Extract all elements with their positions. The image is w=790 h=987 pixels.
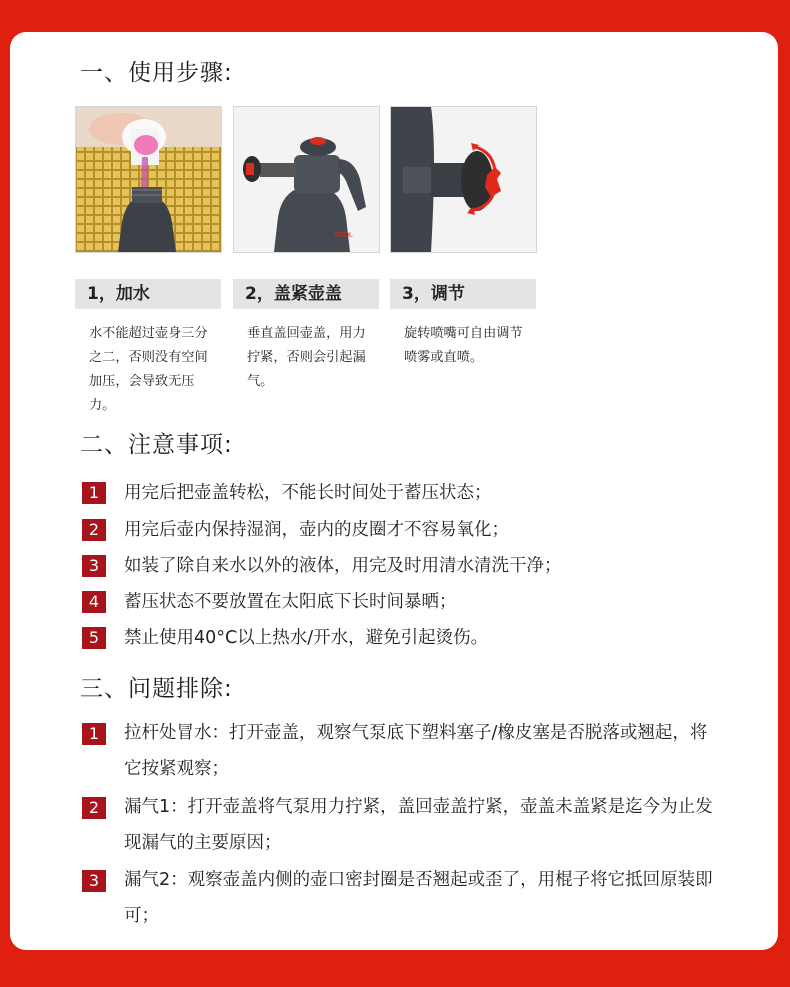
note-item: 蓄压状态不要放置在太阳底下长时间暴晒； [124, 592, 457, 612]
step-3-photo [390, 106, 537, 253]
step-1-photo [75, 106, 222, 253]
step-2-photo [233, 106, 380, 253]
svg-text:TOOL: TOOL [334, 232, 353, 239]
note-number-badge: 3 [82, 555, 106, 577]
trouble-item: 漏气2：观察壶盖内侧的壶口密封圈是否翘起或歪了，用棍子将它抵回原装即可； [124, 870, 713, 926]
section-title-troubleshooting: 三、问题排除: [80, 676, 233, 702]
trouble-number-badge: 3 [82, 870, 106, 892]
step-2-description: 垂直盖回壶盖，用力拧紧，否则会引起漏气。 [247, 326, 366, 389]
trouble-item: 漏气1：打开壶盖将气泵用力拧紧，盖回壶盖拧紧，壶盖未盖紧是迄今为止发现漏气的主要原因； [124, 797, 713, 853]
instruction-card [10, 32, 778, 950]
section-title-usage: 一、使用步骤: [80, 60, 233, 86]
step-1-label: 1，加水 [75, 279, 221, 309]
note-number-badge: 5 [82, 627, 106, 649]
section-title-precautions: 二、注意事项: [80, 432, 233, 458]
note-item: 如装了除自来水以外的液体，用完及时用清水清洗干净； [124, 556, 562, 576]
step-3-label: 3，调节 [390, 279, 536, 309]
note-number-badge: 2 [82, 519, 106, 541]
note-number-badge: 4 [82, 591, 106, 613]
trouble-number-badge: 1 [82, 723, 106, 745]
note-number-badge: 1 [82, 482, 106, 504]
step-2-label: 2，盖紧壶盖 [233, 279, 379, 309]
trouble-number-badge: 2 [82, 797, 106, 819]
note-item: 用完后壶内保持湿润，壶内的皮圈才不容易氧化； [124, 520, 509, 540]
trouble-item: 拉杆处冒水：打开壶盖，观察气泵底下塑料塞子/橡皮塞是否脱落或翘起，将它按紧观察； [124, 723, 708, 779]
step-3-description: 旋转喷嘴可自由调节喷雾或直喷。 [404, 326, 523, 365]
step-1-description: 水不能超过壶身三分之二，否则没有空间加压，会导致无压力。 [89, 326, 208, 413]
note-item: 用完后把壶盖转松，不能长时间处于蓄压状态； [124, 483, 492, 503]
note-item: 禁止使用40°C以上热水/开水，避免引起烫伤。 [124, 628, 489, 648]
